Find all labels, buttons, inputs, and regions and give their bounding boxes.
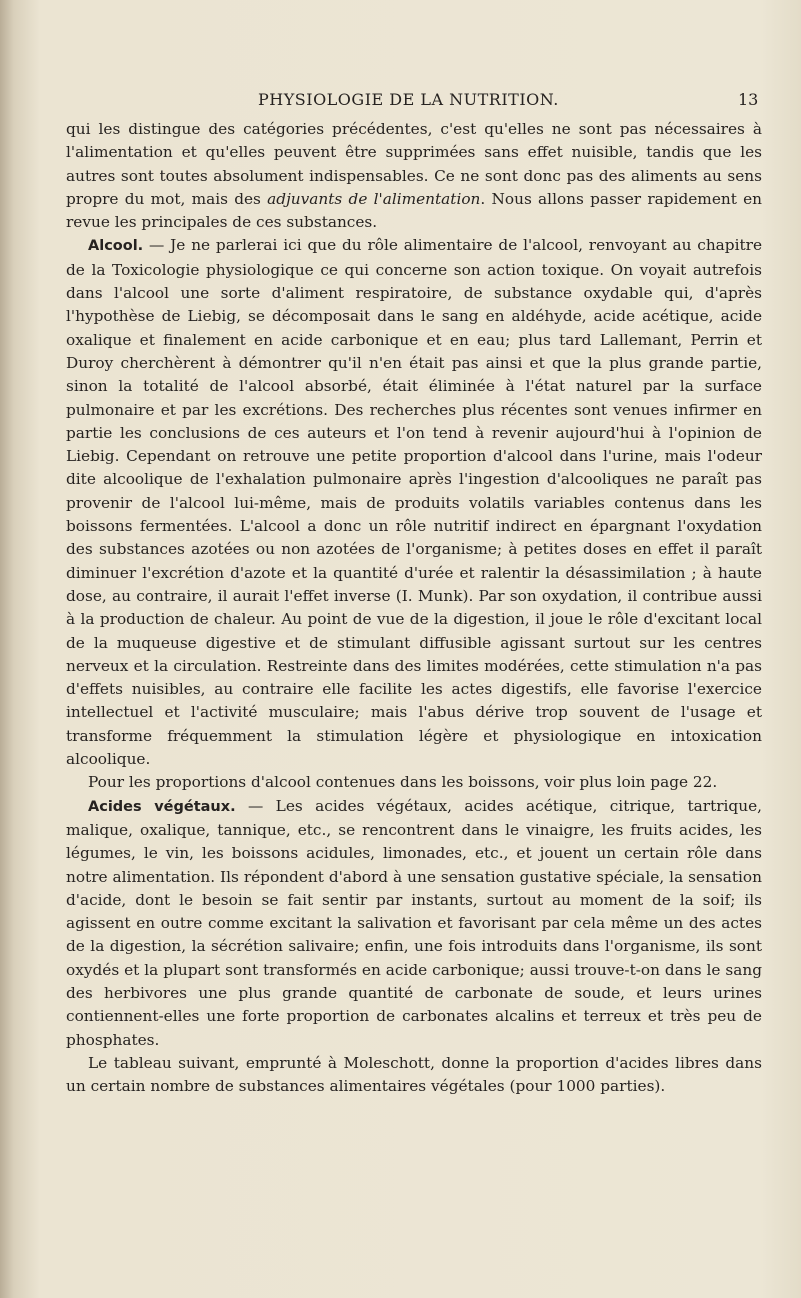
- paragraph-acides-text: — Les acides végétaux, acides acétique, citrique, tartrique, malique, oxalique, tannique, etc., se rencontrent dans le vinaigre, les fruits acides, les légumes, le vin, les boissons acidules, limonades, etc., et jouent un certain rôle dans notre alimentation. Ils répondent d'abord à une sensation gustative spéciale, la sensation d'acide, dont le besoin se fait sentir par instants, surtout au moment de la soif; ils agissent en outre comme excitant la salivation et favorisant par cela même un des actes de la digestion, la sécrétion salivaire; enfin, une fois introduits dans l'organisme, ils sont oxydés et la plupart sont transformés en acide carbonique; aussi trouve-t-on dans le sang des herbivores une plus grande quantité de carbonate de soude, et leurs urines contiennent-elles une forte proportion de carbonates alcalins et terreux et très peu de phosphates.: [66, 796, 762, 1049]
- running-title: PHYSIOLOGIE DE LA NUTRITION.: [258, 90, 559, 109]
- body-text: [66, 118, 762, 1098]
- section-title-alcool: Alcool.: [88, 238, 144, 255]
- paragraph-tableau: Le tableau suivant, emprunté à Moleschott, donne la proportion d'acides libres dans un certain nombre de substances alimentaires végétales (pour 1000 parties).: [66, 1053, 762, 1096]
- paragraph-proportions: Pour les proportions d'alcool contenues dans les boissons, voir plus loin page 22.: [88, 773, 718, 792]
- paragraph-intro-tail: . Nous allons passer rapidement en revue les principales de ces substances.: [66, 189, 763, 232]
- paragraph-intro: [66, 118, 762, 234]
- emphasis-adjuvants: adjuvants de l'alimentation: [267, 189, 481, 208]
- section-title-acides: Acides végétaux.: [88, 798, 236, 815]
- paragraph-alcool: [66, 234, 762, 771]
- paragraph-acides: [66, 795, 762, 1052]
- page-header: [0, 86, 801, 116]
- paragraph-alcool-text: — Je ne parlerai ici que du rôle alimentaire de l'alcool, renvoyant au chapitre de la Toxicologie physiologique ce qui concerne son action toxique. On voyait autrefois dans l'alcool une sorte d'aliment respiratoire, de substance oxydable qui, d'après l'hypothèse de Liebig, se décomposait dans le sang en aldéhyde, acide acétique, acide oxalique et finalement en acide carbonique et en eau; plus tard Lallemant, Perrin et Duroy cherchèrent à démontrer qu'il n'en était pas ainsi et que la plus grande partie, sinon la totalité de l'alcool absorbé, était éliminée à l'état naturel par la surface pulmonaire et par les excrétions. Des recherches plus récentes sont venues infirmer en partie les conclusions de ces auteurs et l'on tend à revenir aujourd'hui à l'opinion de Liebig. Cependant on retrouve une petite proportion d'alcool dans l'urine, mais l'odeur dite alcoolique de l'exhalation pulmonaire après l'ingestion d'alcooliques ne paraît pas provenir de l'alcool lui-même, mais de produits volatils variables contenus dans les boissons fermentées. L'alcool a donc un rôle nutritif indirect en épargnant l'oxydation des substances azotées ou non azotées de l'organisme; à petites doses en effet il paraît diminuer l'excrétion d'azote et la quantité d'urée et ralentir la désassimilation ; à haute dose, au contraire, il aurait l'effet inverse (I. Munk). Par son oxydation, il contribue aussi à la production de chaleur. Au point de vue de la digestion, il joue le rôle d'excitant local de la muqueuse digestive et de stimulant diffusible agissant surtout sur les centres nerveux et la circulation. Restreinte dans des limites modérées, cette stimulation n'a pas d'effets nuisibles, au contraire elle facilite les actes digestifs, elle favorise l'exercice intellectuel et l'activité musculaire; mais l'abus dérive trop souvent de l'usage et transforme fréquemment la stimulation légère et physiologique en intoxication alcoolique.: [66, 236, 762, 769]
- page-number: 13: [738, 90, 759, 109]
- paragraph-intro-text: qui les distingue des catégories précédentes, c'est qu'elles ne sont pas nécessaires à l'alimentation et qu'elles peuvent être supprimées sans effet nuisible, tandis que les autres sont toutes absolument indispensables. Ce ne sont donc pas des aliments au sens propre du mot, mais des: [66, 120, 762, 208]
